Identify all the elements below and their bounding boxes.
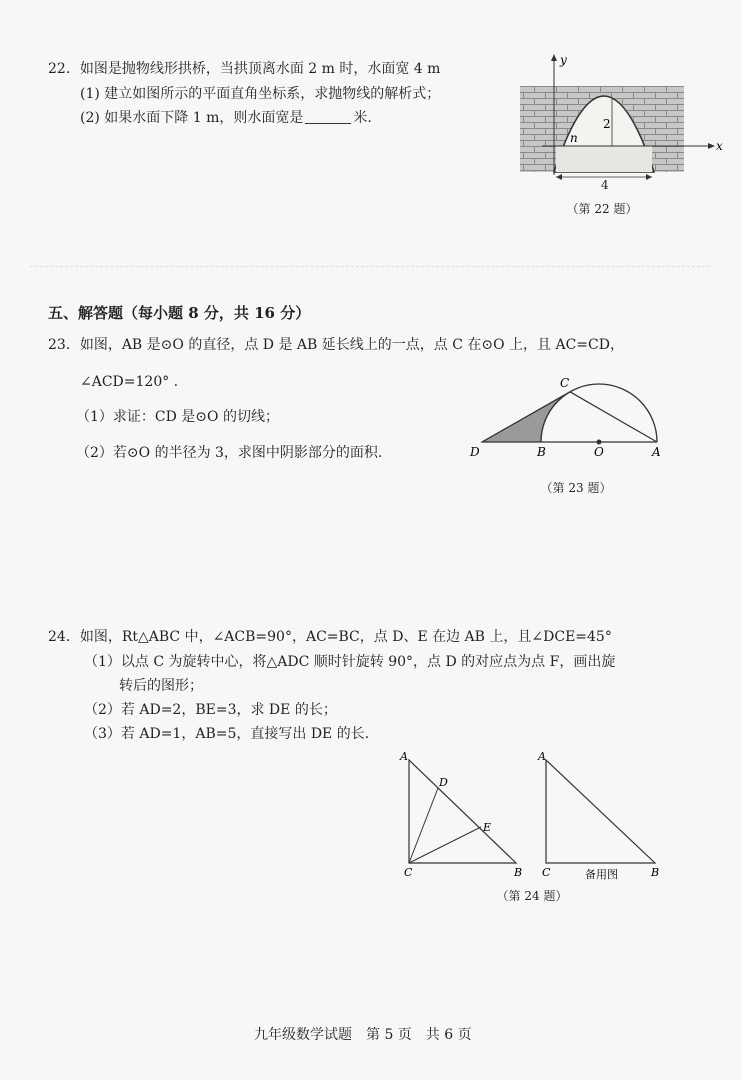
spare-figure-label: 备用图	[585, 868, 618, 880]
q24-part1a: （1）以点 C 为旋转中心，将△ADC 顺时针旋转 90°，点 D 的对应点为点 F，画出旋	[84, 654, 616, 670]
x-axis-arrow	[708, 143, 715, 149]
q22-part2-pre: (2) 如果水面下降 1 m，则水面宽是	[80, 110, 304, 126]
q24-caption: （第 24 题）	[496, 889, 568, 903]
label-D: D	[439, 776, 448, 789]
line-CA	[570, 392, 657, 442]
q24-part3: （3）若 AD=1，AB=5，直接写出 DE 的长.	[84, 726, 370, 742]
q22-width-label: 4	[601, 178, 609, 192]
n-label: n	[570, 131, 578, 145]
q22-part2	[80, 108, 372, 128]
label-D: D	[470, 445, 480, 459]
q24-stem: 24．如图，Rt△ABC 中，∠ACB=90°，AC=BC，点 D、E 在边 AB 上，且∠DCE=45°	[48, 629, 612, 645]
q23-angle: ∠ACD=120° .	[80, 374, 179, 390]
q22-number: 22．	[48, 61, 80, 77]
label-B2: B	[651, 866, 660, 879]
width-arrow-left	[556, 174, 562, 180]
q24-part1b: 转后的图形；	[119, 678, 203, 694]
q22-figure	[512, 50, 727, 180]
q22-answer-blank[interactable]	[305, 123, 351, 124]
q23-figure	[460, 370, 675, 460]
water	[556, 146, 652, 172]
label-A1: A	[400, 750, 408, 763]
q22-caption: （第 22 题）	[566, 202, 638, 216]
q22-part2-post: 米.	[353, 110, 372, 126]
q23-part2: （2）若⊙O 的半径为 3，求图中阴影部分的面积.	[76, 445, 383, 461]
q22-stem	[48, 59, 440, 79]
label-C: C	[560, 376, 570, 390]
label-C2: C	[542, 866, 551, 879]
label-O: O	[594, 445, 604, 459]
q23-stem: 23．如图，AB 是⊙O 的直径，点 D 是 AB 延长线上的一点，点 C 在⊙O 上，且 AC=CD，	[48, 337, 624, 353]
q22-stem-text: 如图是抛物线形拱桥，当拱顶离水面 2 m 时，水面宽 4 m	[79, 61, 441, 77]
q24-figure	[368, 748, 668, 880]
triangle-spare	[546, 760, 655, 863]
page-footer: 九年级数学试题 第 5 页 共 6 页	[254, 1027, 472, 1043]
label-C1: C	[404, 866, 413, 879]
height-label: 2	[603, 117, 611, 131]
label-B1: B	[514, 866, 523, 879]
x-axis-label: x	[716, 139, 723, 153]
line-CD	[409, 788, 438, 863]
q24-part2: （2）若 AD=2，BE=3，求 DE 的长；	[84, 702, 337, 718]
divider	[30, 266, 710, 267]
width-arrow-right	[646, 174, 652, 180]
y-axis-label: y	[560, 53, 567, 67]
q23-part1: （1）求证：CD 是⊙O 的切线；	[76, 409, 279, 425]
label-A: A	[652, 445, 661, 459]
triangle-ABC	[409, 760, 516, 863]
center-point-O	[597, 440, 602, 445]
q23-caption: （第 23 题）	[540, 481, 612, 495]
label-A2: A	[538, 750, 546, 763]
label-E: E	[483, 821, 492, 834]
line-CE	[409, 827, 481, 863]
semicircle	[541, 384, 657, 442]
y-axis-arrow	[551, 54, 557, 61]
label-B: B	[537, 445, 546, 459]
q22-part1: (1) 建立如图所示的平面直角坐标系，求抛物线的解析式；	[80, 86, 441, 102]
section-title: 五、解答题（每小题 8 分，共 16 分）	[48, 304, 311, 322]
